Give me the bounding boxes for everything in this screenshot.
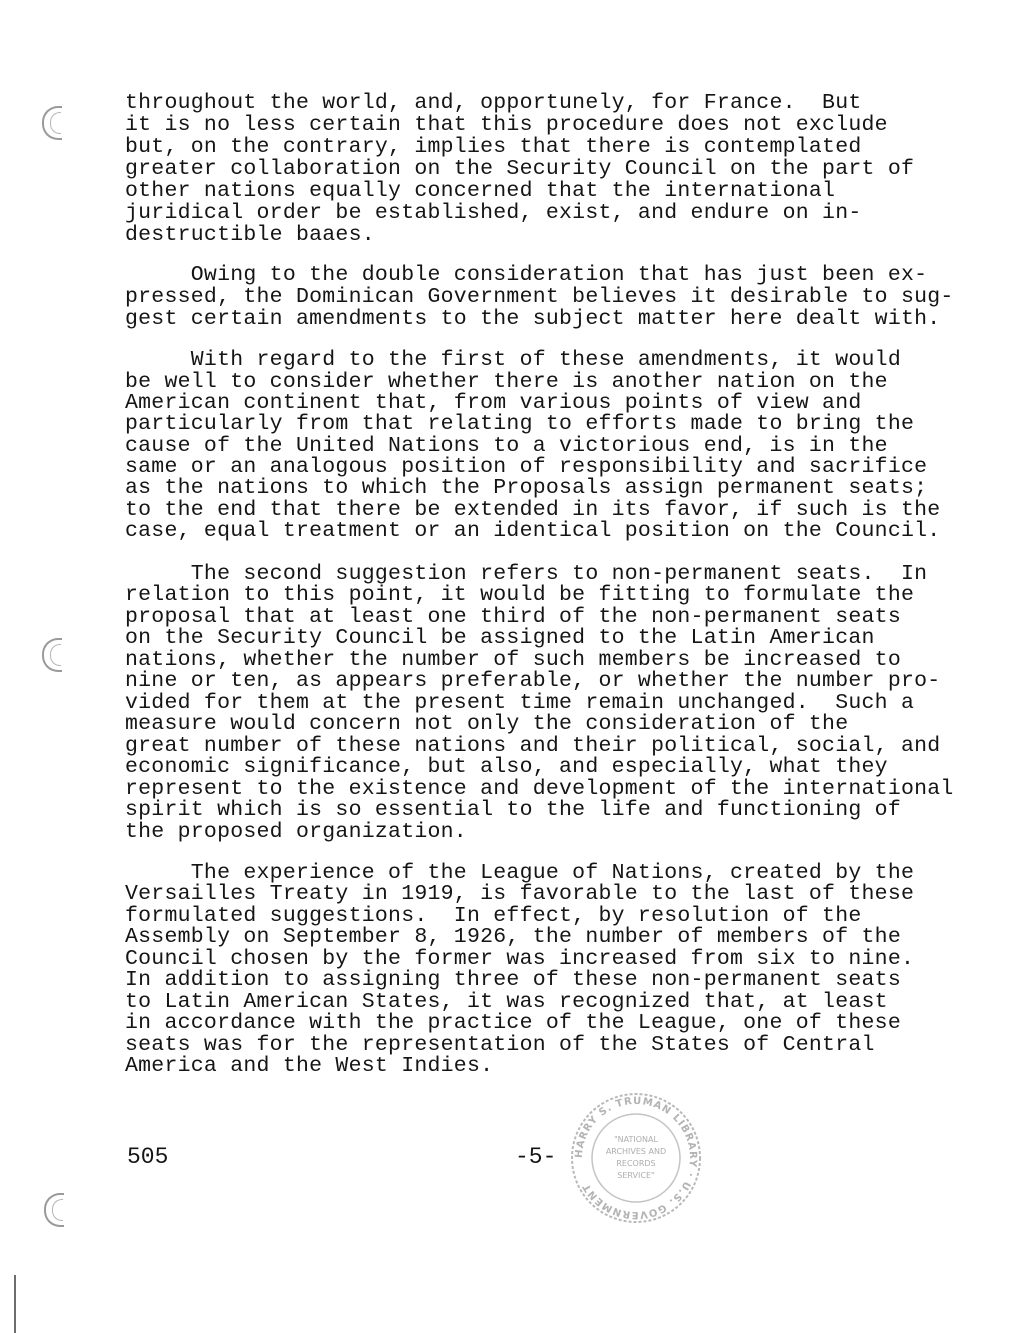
text-line: Versailles Treaty in 1919, is favorable to the last of these — [125, 882, 915, 906]
stamp-inner-line: "NATIONAL — [614, 1135, 658, 1144]
stamp-inner-line: SERVICE" — [617, 1171, 655, 1180]
text-line: nations, whether the number of such members be increased to — [125, 648, 901, 672]
text-line: measure would concern not only the consideration of the — [125, 712, 849, 736]
text-line: The second suggestion refers to non-permanent seats. In — [125, 562, 928, 586]
text-line: seats was for the representation of the States of Central — [125, 1033, 875, 1057]
text-line: relation to this point, it would be fitting to formulate the — [125, 583, 915, 607]
stamp-inner-line: RECORDS — [616, 1159, 656, 1168]
text-line: great number of these nations and their political, social, and — [125, 734, 941, 758]
text-line: represent to the existence and development of the international — [125, 777, 954, 801]
text-line: to Latin American States, it was recognized that, at least — [125, 990, 888, 1014]
text-line: gest certain amendments to the subject matter here dealt with. — [125, 307, 941, 331]
text-line: greater collaboration on the Security Council on the part of — [125, 157, 915, 181]
text-line: American continent that, from various points of view and — [125, 391, 862, 415]
document-number: 505 — [127, 1144, 169, 1170]
punch-hole-top — [42, 106, 62, 140]
page-number: -5- — [515, 1144, 557, 1170]
text-line: same or an analogous position of responsibility and sacrifice — [125, 455, 928, 479]
text-line: particularly from that relating to efforts made to bring the — [125, 412, 915, 436]
text-line: to the end that there be extended in its favor, if such is the — [125, 498, 941, 522]
archive-stamp-icon — [568, 1090, 704, 1226]
text-line: case, equal treatment or an identical position on the Council. — [125, 519, 941, 543]
stamp-outer-text: HARRY S. TRUMAN LIBRARY · U.S. GOVERNMENT — [573, 1095, 699, 1221]
text-line: in accordance with the practice of the League, one of these — [125, 1011, 901, 1035]
text-line: pressed, the Dominican Government believes it desirable to sug- — [125, 285, 954, 309]
text-line: destructible baaes. — [125, 223, 375, 247]
text-line: cause of the United Nations to a victorious end, is in the — [125, 434, 888, 458]
text-line: nine or ten, as appears preferable, or whether the number pro- — [125, 669, 941, 693]
text-line: America and the West Indies. — [125, 1054, 494, 1078]
text-line: be well to consider whether there is another nation on the — [125, 370, 888, 394]
text-line: on the Security Council be assigned to the Latin American — [125, 626, 875, 650]
text-line: Council chosen by the former was increased from six to nine. — [125, 947, 915, 971]
text-line: as the nations to which the Proposals assign permanent seats; — [125, 476, 928, 500]
text-line: The experience of the League of Nations, created by the — [125, 861, 915, 885]
text-line: With regard to the first of these amendments, it would — [125, 348, 901, 372]
text-line: juridical order be established, exist, and endure on in- — [125, 201, 862, 225]
text-line: proposal that at least one third of the non-permanent seats — [125, 605, 901, 629]
text-line: vided for them at the present time remain unchanged. Such a — [125, 691, 915, 715]
text-line: Assembly on September 8, 1926, the number of members of the — [125, 925, 901, 949]
punch-hole-middle — [42, 638, 62, 672]
text-line: formulated suggestions. In effect, by resolution of the — [125, 904, 862, 928]
page-edge-mark — [14, 1275, 16, 1333]
text-line: spirit which is so essential to the life and functioning of — [125, 798, 901, 822]
text-line: it is no less certain that this procedure does not exclude — [125, 113, 888, 137]
text-line: In addition to assigning three of these non-permanent seats — [125, 968, 901, 992]
text-line: other nations equally concerned that the international — [125, 179, 836, 203]
text-line: Owing to the double consideration that has just been ex- — [125, 263, 928, 287]
stamp-inner-line: ARCHIVES AND — [605, 1147, 667, 1156]
text-line: but, on the contrary, implies that there is contemplated — [125, 135, 862, 159]
text-line: throughout the world, and, opportunely, for France. But — [125, 91, 862, 115]
text-line: the proposed organization. — [125, 820, 467, 844]
text-line: economic significance, but also, and especially, what they — [125, 755, 888, 779]
punch-hole-bottom — [44, 1193, 64, 1227]
